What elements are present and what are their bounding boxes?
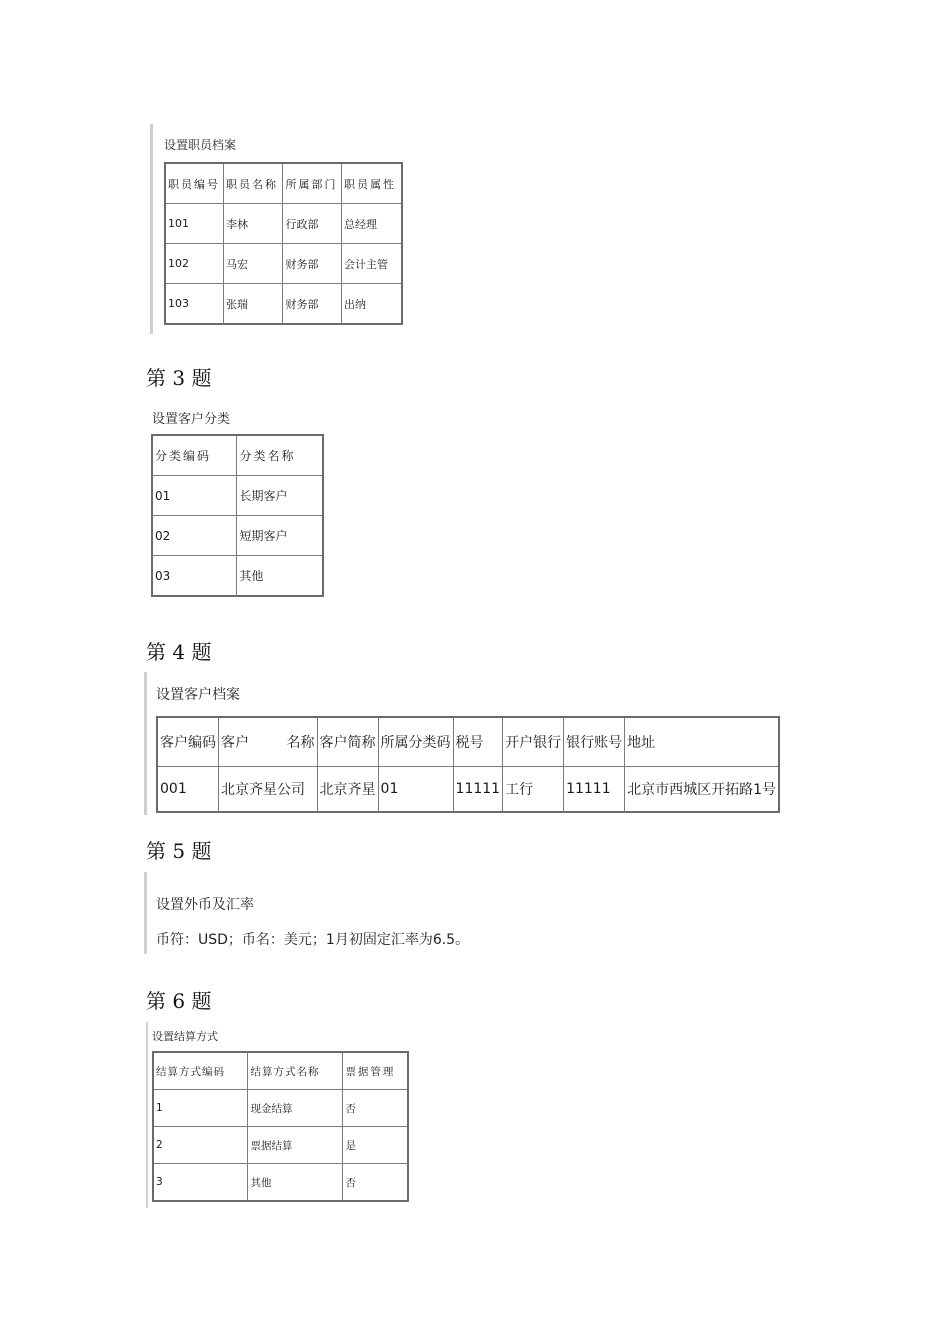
currency-text: 币符：USD；币名：美元；1月初固定汇率为6.5。 [156, 932, 470, 948]
customer-file-caption: 设置客户档案 [156, 687, 240, 703]
table-cell: 否 [343, 1164, 408, 1202]
table-cell: 财务部 [283, 284, 341, 325]
table-cell: 03 [152, 556, 237, 597]
header-cell [219, 717, 318, 767]
table-cell: 工行 [503, 767, 564, 813]
table-header-row [165, 163, 402, 204]
table-cell: 11111 [564, 767, 625, 813]
table-cell: 会计主管 [341, 244, 402, 284]
header-cell: 地址 [625, 717, 779, 767]
header-cell: 结算方式编码 [153, 1052, 248, 1090]
customer-class-table [151, 434, 324, 597]
table-cell: 其他 [237, 556, 323, 597]
table-row [152, 476, 323, 516]
table-cell: 11111 [453, 767, 503, 813]
header-cell-part: 客户 [221, 735, 249, 751]
table-row [152, 516, 323, 556]
table-row [153, 1090, 408, 1127]
header-cell: 职员名称 [223, 163, 283, 204]
settlement-table [152, 1051, 409, 1202]
header-cell: 开户银行 [503, 717, 564, 767]
table-cell: 北京市西城区开拓路1号 [625, 767, 779, 813]
header-cell: 客户编码 [157, 717, 219, 767]
table-cell: 001 [157, 767, 219, 813]
table-cell: 张瑞 [223, 284, 283, 325]
header-cell-part: 名称 [286, 735, 315, 751]
table-cell: 01 [378, 767, 453, 813]
header-cell: 分类编码 [152, 435, 237, 476]
currency-block [144, 872, 484, 954]
table-cell: 财务部 [283, 244, 341, 284]
header-cell: 票据管理 [343, 1052, 408, 1090]
employee-block [150, 124, 410, 334]
quote-bar [146, 1022, 148, 1208]
table-cell: 短期客户 [237, 516, 323, 556]
question-5-title: 第 5 题 [146, 839, 212, 863]
table-row [153, 1127, 408, 1164]
table-cell: 否 [343, 1090, 408, 1127]
table-cell: 102 [165, 244, 223, 284]
question-3-title: 第 3 题 [146, 366, 212, 390]
table-cell: 北京齐星公司 [219, 767, 318, 813]
table-row [152, 556, 323, 597]
table-header-row [157, 717, 779, 767]
question-6-title: 第 6 题 [146, 989, 212, 1013]
table-cell: 103 [165, 284, 223, 325]
quote-bar [150, 124, 153, 334]
table-row [153, 1164, 408, 1202]
table-row [165, 244, 402, 284]
table-cell: 行政部 [283, 204, 341, 244]
customer-file-table [156, 716, 780, 813]
header-cell: 客户简称 [317, 717, 378, 767]
table-cell: 总经理 [341, 204, 402, 244]
header-cell: 税号 [453, 717, 503, 767]
quote-bar [144, 672, 147, 815]
customer-class-caption: 设置客户分类 [152, 412, 231, 427]
quote-bar [144, 872, 147, 954]
table-cell: 3 [153, 1164, 248, 1202]
settlement-caption: 设置结算方式 [152, 1030, 218, 1043]
employee-caption: 设置职员档案 [164, 138, 237, 152]
table-row [165, 284, 402, 325]
table-cell: 北京齐星 [317, 767, 378, 813]
table-cell: 票据结算 [248, 1127, 343, 1164]
table-row [157, 767, 779, 813]
header-cell: 职员编号 [165, 163, 223, 204]
customer-file-block [144, 672, 784, 815]
header-cell: 所属分类码 [378, 717, 453, 767]
currency-caption: 设置外币及汇率 [156, 897, 254, 913]
table-cell: 出纳 [341, 284, 402, 325]
table-cell: 1 [153, 1090, 248, 1127]
table-cell: 现金结算 [248, 1090, 343, 1127]
table-cell: 马宏 [223, 244, 283, 284]
header-cell: 职员属性 [341, 163, 402, 204]
header-cell: 结算方式名称 [248, 1052, 343, 1090]
table-cell: 01 [152, 476, 237, 516]
table-cell: 其他 [248, 1164, 343, 1202]
question-4-title: 第 4 题 [146, 640, 212, 664]
header-cell: 分类名称 [237, 435, 323, 476]
table-cell: 02 [152, 516, 237, 556]
settlement-block [146, 1022, 416, 1208]
table-cell: 李林 [223, 204, 283, 244]
header-cell: 银行账号 [564, 717, 625, 767]
header-cell: 所属部门 [283, 163, 341, 204]
table-row [165, 204, 402, 244]
table-header-row [152, 435, 323, 476]
table-header-row [153, 1052, 408, 1090]
table-cell: 长期客户 [237, 476, 323, 516]
table-cell: 101 [165, 204, 223, 244]
employee-table [164, 162, 403, 325]
table-cell: 是 [343, 1127, 408, 1164]
table-cell: 2 [153, 1127, 248, 1164]
